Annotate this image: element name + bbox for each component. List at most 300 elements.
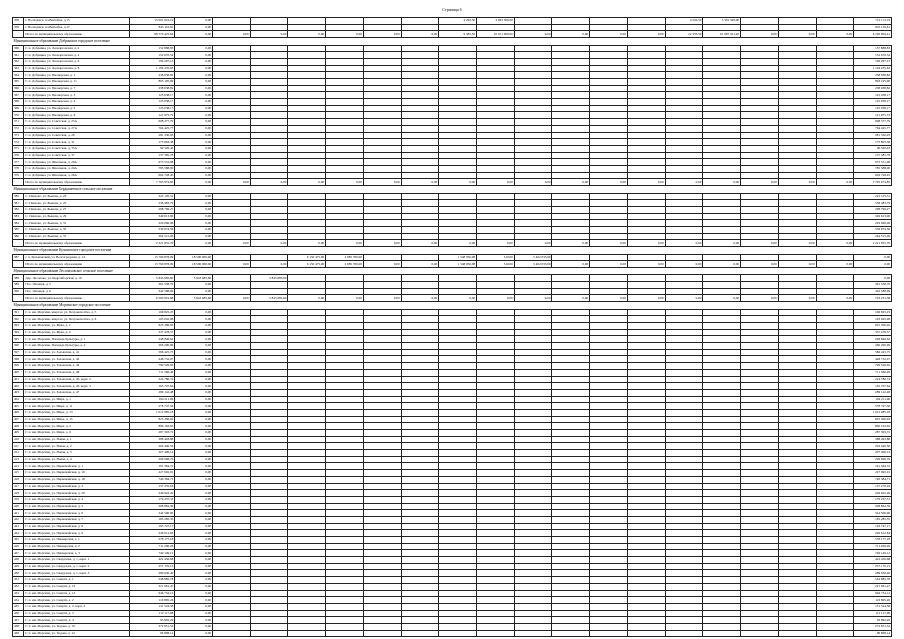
value-cell: 0,00 [175,563,213,570]
value-cell [401,152,439,159]
value-cell [477,220,515,227]
value-cell [213,119,251,126]
value-cell [213,323,251,330]
value-cell [250,288,288,295]
value-cell [665,389,703,396]
value-cell [288,309,326,316]
value-cell [665,450,703,457]
value-cell [741,24,779,31]
value-cell [213,226,251,233]
table-row [13,132,892,139]
value-cell [778,45,816,52]
value-cell [703,119,741,126]
value-cell [439,550,477,557]
value-cell [401,590,439,597]
total-cost-cell: 194 211,96 [129,396,175,403]
value-cell [439,275,477,282]
total-cost-cell: 448 732,07 [129,356,175,363]
value-cell [778,58,816,65]
address-cell: Г. п. им. Моргина, ул. Смерти, д. 2 [24,597,129,604]
value-cell: 0,00 [175,396,213,403]
value-cell [627,58,665,65]
value-cell [590,450,628,457]
value-cell [250,105,288,112]
value-cell [816,159,854,166]
value-cell [778,383,816,390]
value-cell: 272 651,52 [854,623,892,630]
total-cost-cell: 222 105,31 [129,193,175,200]
value-cell: 0,00 [326,295,364,302]
value-cell [703,139,741,146]
value-cell: 0,00 [363,295,401,302]
total-cost-cell: 342 588,99 [129,288,175,295]
value-cell [778,363,816,370]
value-cell [439,112,477,119]
value-cell [627,18,665,25]
value-cell [514,159,552,166]
table-row [13,550,892,557]
value-cell [741,610,779,617]
value-cell [665,343,703,350]
value-cell [401,165,439,172]
value-cell: 4 903 500,00 [477,18,515,25]
value-cell [703,557,741,564]
value-cell [816,85,854,92]
value-cell [288,329,326,336]
value-cell [439,213,477,220]
value-cell [326,523,364,530]
value-cell [741,450,779,457]
value-cell [816,145,854,152]
value-cell [363,450,401,457]
address-cell: Итого по муниципальному образованию [24,261,129,268]
value-cell [741,18,779,25]
value-cell [250,72,288,79]
value-cell [401,72,439,79]
value-cell: 1 548 956,08 [439,261,477,268]
value-cell [552,369,590,376]
value-cell [590,282,628,289]
table-row [13,226,892,233]
value-cell [401,112,439,119]
value-cell [778,610,816,617]
total-cost-cell: 544 500,90 [129,510,175,517]
value-cell: 890 163,65 [854,423,892,430]
value-cell [552,523,590,530]
value-cell [552,125,590,132]
municipality-total-row [13,179,892,186]
value-cell [250,369,288,376]
value-cell: 0,00 [741,240,779,247]
value-cell: 0,00 [514,179,552,186]
value-cell [627,275,665,282]
value-cell [627,72,665,79]
value-cell [816,463,854,470]
value-cell [477,356,515,363]
value-cell [816,490,854,497]
value-cell [590,516,628,523]
value-cell [439,343,477,350]
value-cell [363,145,401,152]
value-cell: 196 297,13 [854,58,892,65]
value-cell [816,343,854,350]
value-cell [326,389,364,396]
value-cell [816,58,854,65]
value-cell [250,516,288,523]
value-cell [552,470,590,477]
value-cell [778,430,816,437]
value-cell [326,139,364,146]
value-cell [401,139,439,146]
value-cell [213,450,251,457]
value-cell [816,323,854,330]
value-cell [326,503,364,510]
value-cell [250,510,288,517]
value-cell: 0,00 [250,179,288,186]
table-row [13,450,892,457]
value-cell [741,363,779,370]
value-cell [401,233,439,240]
value-cell [665,470,703,477]
row-number: 369 [13,105,24,112]
value-cell: 0,00 [590,261,628,268]
value-cell [741,409,779,416]
value-cell: 193 045,96 [854,316,892,323]
value-cell: 388 493,88 [854,436,892,443]
value-cell [552,24,590,31]
value-cell [778,463,816,470]
table-row [13,206,892,213]
value-cell [326,550,364,557]
value-cell [778,200,816,207]
value-cell: 0,00 [175,226,213,233]
value-cell [401,58,439,65]
value-cell [514,112,552,119]
address-cell: Г. п. им. Моргина, ул. Смерти, д. 3 [24,610,129,617]
value-cell [439,172,477,179]
total-cost-cell: 578 747,56 [129,403,175,410]
value-cell [514,490,552,497]
address-cell: Г. п. им. Моргина, ул. Новая, д. 4 [24,456,129,463]
value-cell [439,309,477,316]
value-cell [439,369,477,376]
value-cell [326,119,364,126]
value-cell [514,383,552,390]
address-cell: Г. п. Добрянка, ул. Леонарговская, д. 4 [24,52,129,59]
value-cell [590,456,628,463]
value-cell [703,79,741,86]
total-cost-cell: 673 531,08 [129,159,175,166]
value-cell: 0,00 [175,436,213,443]
total-cost-cell: 196 297,13 [129,58,175,65]
value-cell [250,396,288,403]
value-cell [288,139,326,146]
value-cell [741,145,779,152]
value-cell [401,563,439,570]
value-cell [665,356,703,363]
value-cell [363,537,401,544]
value-cell: 0,00 [175,557,213,564]
value-cell [627,282,665,289]
value-cell [703,72,741,79]
value-cell [326,125,364,132]
value-cell [401,416,439,423]
value-cell [250,490,288,497]
value-cell [627,226,665,233]
total-cost-cell: 289 142,48 [129,389,175,396]
value-cell [514,213,552,220]
value-cell [401,603,439,610]
value-cell [552,349,590,356]
value-cell: 0,00 [816,261,854,268]
value-cell [439,119,477,126]
value-cell [363,282,401,289]
value-cell [703,623,741,630]
table-row [13,436,892,443]
value-cell [363,233,401,240]
value-cell [439,603,477,610]
value-cell [288,409,326,416]
address-cell: Г. п. им. Моргина, ул. Заложская, д. 44 [24,363,129,370]
value-cell: 2 685 700,00 [326,254,364,261]
address-cell: Г. п. им. Моргина, ул. Первомайская, д. 5 [24,503,129,510]
value-cell [326,570,364,577]
address-cell: Итого по муниципальному образованию [24,31,129,38]
value-cell [590,490,628,497]
value-cell [326,450,364,457]
value-cell [363,396,401,403]
value-cell [288,570,326,577]
value-cell [514,510,552,517]
value-cell [213,610,251,617]
table-row [13,490,892,497]
value-cell [477,396,515,403]
value-cell [250,603,288,610]
row-number: 411 [13,443,24,450]
value-cell [401,349,439,356]
value-cell [703,226,741,233]
value-cell [514,105,552,112]
value-cell [326,383,364,390]
table-row [13,336,892,343]
value-cell [439,288,477,295]
value-cell [401,282,439,289]
value-cell [250,132,288,139]
value-cell [665,383,703,390]
value-cell [665,316,703,323]
value-cell [514,516,552,523]
value-cell: 0,00 [175,152,213,159]
value-cell [514,58,552,65]
value-cell [288,145,326,152]
value-cell [213,557,251,564]
total-cost-cell: 578 177,18 [129,537,175,544]
value-cell [213,220,251,227]
value-cell [213,132,251,139]
value-cell [741,396,779,403]
value-cell [439,52,477,59]
value-cell [514,316,552,323]
value-cell: 264 515,06 [854,233,892,240]
municipality-section-header [13,302,892,310]
value-cell [250,543,288,550]
value-cell [363,423,401,430]
table-body [13,18,892,637]
value-cell: 361 538,70 [854,282,892,289]
value-cell [627,409,665,416]
value-cell: 9 383,50 [439,31,477,38]
value-cell [250,309,288,316]
value-cell [552,443,590,450]
value-cell [401,172,439,179]
value-cell [401,470,439,477]
value-cell [816,282,854,289]
value-cell [627,443,665,450]
value-cell [703,537,741,544]
value-cell [363,336,401,343]
value-cell [816,18,854,25]
row-number: 389 [13,282,24,289]
value-cell [741,590,779,597]
value-cell [665,610,703,617]
value-cell [590,577,628,584]
value-cell [288,45,326,52]
value-cell [250,610,288,617]
value-cell [439,226,477,233]
value-cell [250,483,288,490]
value-cell [326,543,364,550]
value-cell [741,416,779,423]
value-cell [477,72,515,79]
value-cell: 673 531,08 [854,159,892,166]
value-cell [363,503,401,510]
address-cell: Г. п. им. Моргина, Площадь Культуры, д. 1 [24,336,129,343]
value-cell: 0,00 [250,240,288,247]
address-cell: Г. п. им. Моргина, ул. Заложская, д. 42 [24,356,129,363]
value-cell [552,92,590,99]
value-cell [665,510,703,517]
value-cell [326,490,364,497]
value-cell [326,563,364,570]
value-cell [326,463,364,470]
row-number: 439 [13,630,24,637]
value-cell [816,72,854,79]
table-row [13,416,892,423]
value-cell [703,516,741,523]
value-cell [288,52,326,59]
value-cell [778,288,816,295]
value-cell [590,583,628,590]
value-cell [401,24,439,31]
value-cell [250,597,288,604]
total-cost-cell: 93 892,29 [129,617,175,624]
value-cell [363,617,401,624]
total-cost-cell: 264 515,06 [129,233,175,240]
value-cell [477,496,515,503]
value-cell [401,336,439,343]
value-cell [401,630,439,637]
value-cell [703,288,741,295]
address-cell: Г. п. им. Моргина, ул. Мира, д. 1 [24,396,129,403]
value-cell [477,383,515,390]
value-cell [665,476,703,483]
value-cell [665,159,703,166]
value-cell [363,65,401,72]
value-cell: 0,00 [175,443,213,450]
value-cell: 0,00 [175,516,213,523]
table-row [13,577,892,584]
value-cell [816,65,854,72]
value-cell [741,443,779,450]
value-cell [288,430,326,437]
value-cell [288,537,326,544]
value-cell [477,79,515,86]
value-cell [590,18,628,25]
value-cell [477,423,515,430]
value-cell [514,450,552,457]
table-row [13,282,892,289]
value-cell [741,139,779,146]
value-cell [514,152,552,159]
value-cell: 281 330,93 [854,132,892,139]
value-cell [514,623,552,630]
value-cell [363,159,401,166]
value-cell [213,139,251,146]
value-cell [250,52,288,59]
table-row [13,213,892,220]
value-cell [363,490,401,497]
value-cell: 0,00 [175,583,213,590]
value-cell [816,193,854,200]
value-cell [590,496,628,503]
value-cell: 0,00 [175,610,213,617]
value-cell [401,409,439,416]
value-cell: 0,00 [552,295,590,302]
total-cost-cell: 6 560 919,88 [129,295,175,302]
value-cell [250,503,288,510]
value-cell [703,213,741,220]
value-cell [439,496,477,503]
row-number: 417 [13,483,24,490]
value-cell [288,356,326,363]
value-cell [627,570,665,577]
value-cell [250,220,288,227]
row-number: 437 [13,617,24,624]
address-cell: Г. п. им. Моргина, ул. Первомайская, д. 18 [24,476,129,483]
value-cell [401,288,439,295]
value-cell: 0,00 [213,179,251,186]
value-cell [665,583,703,590]
value-cell [514,570,552,577]
value-cell [213,105,251,112]
value-cell [816,363,854,370]
value-cell [590,550,628,557]
address-cell: Итого по муниципальному образованию [24,295,129,302]
value-cell [552,603,590,610]
value-cell [363,79,401,86]
total-cost-cell: 349 613,90 [129,213,175,220]
value-cell [213,52,251,59]
address-cell: Г. п. Добрянка, ул. Пионерская, д. 4 [24,99,129,106]
value-cell [741,603,779,610]
municipality-total-row [13,295,892,302]
value-cell [250,206,288,213]
value-cell [439,436,477,443]
address-cell: Г. п. им. Моргина, ул. Смерти, д. 4 [24,617,129,624]
value-cell [213,18,251,25]
value-cell: 0,00 [175,530,213,537]
value-cell [363,92,401,99]
